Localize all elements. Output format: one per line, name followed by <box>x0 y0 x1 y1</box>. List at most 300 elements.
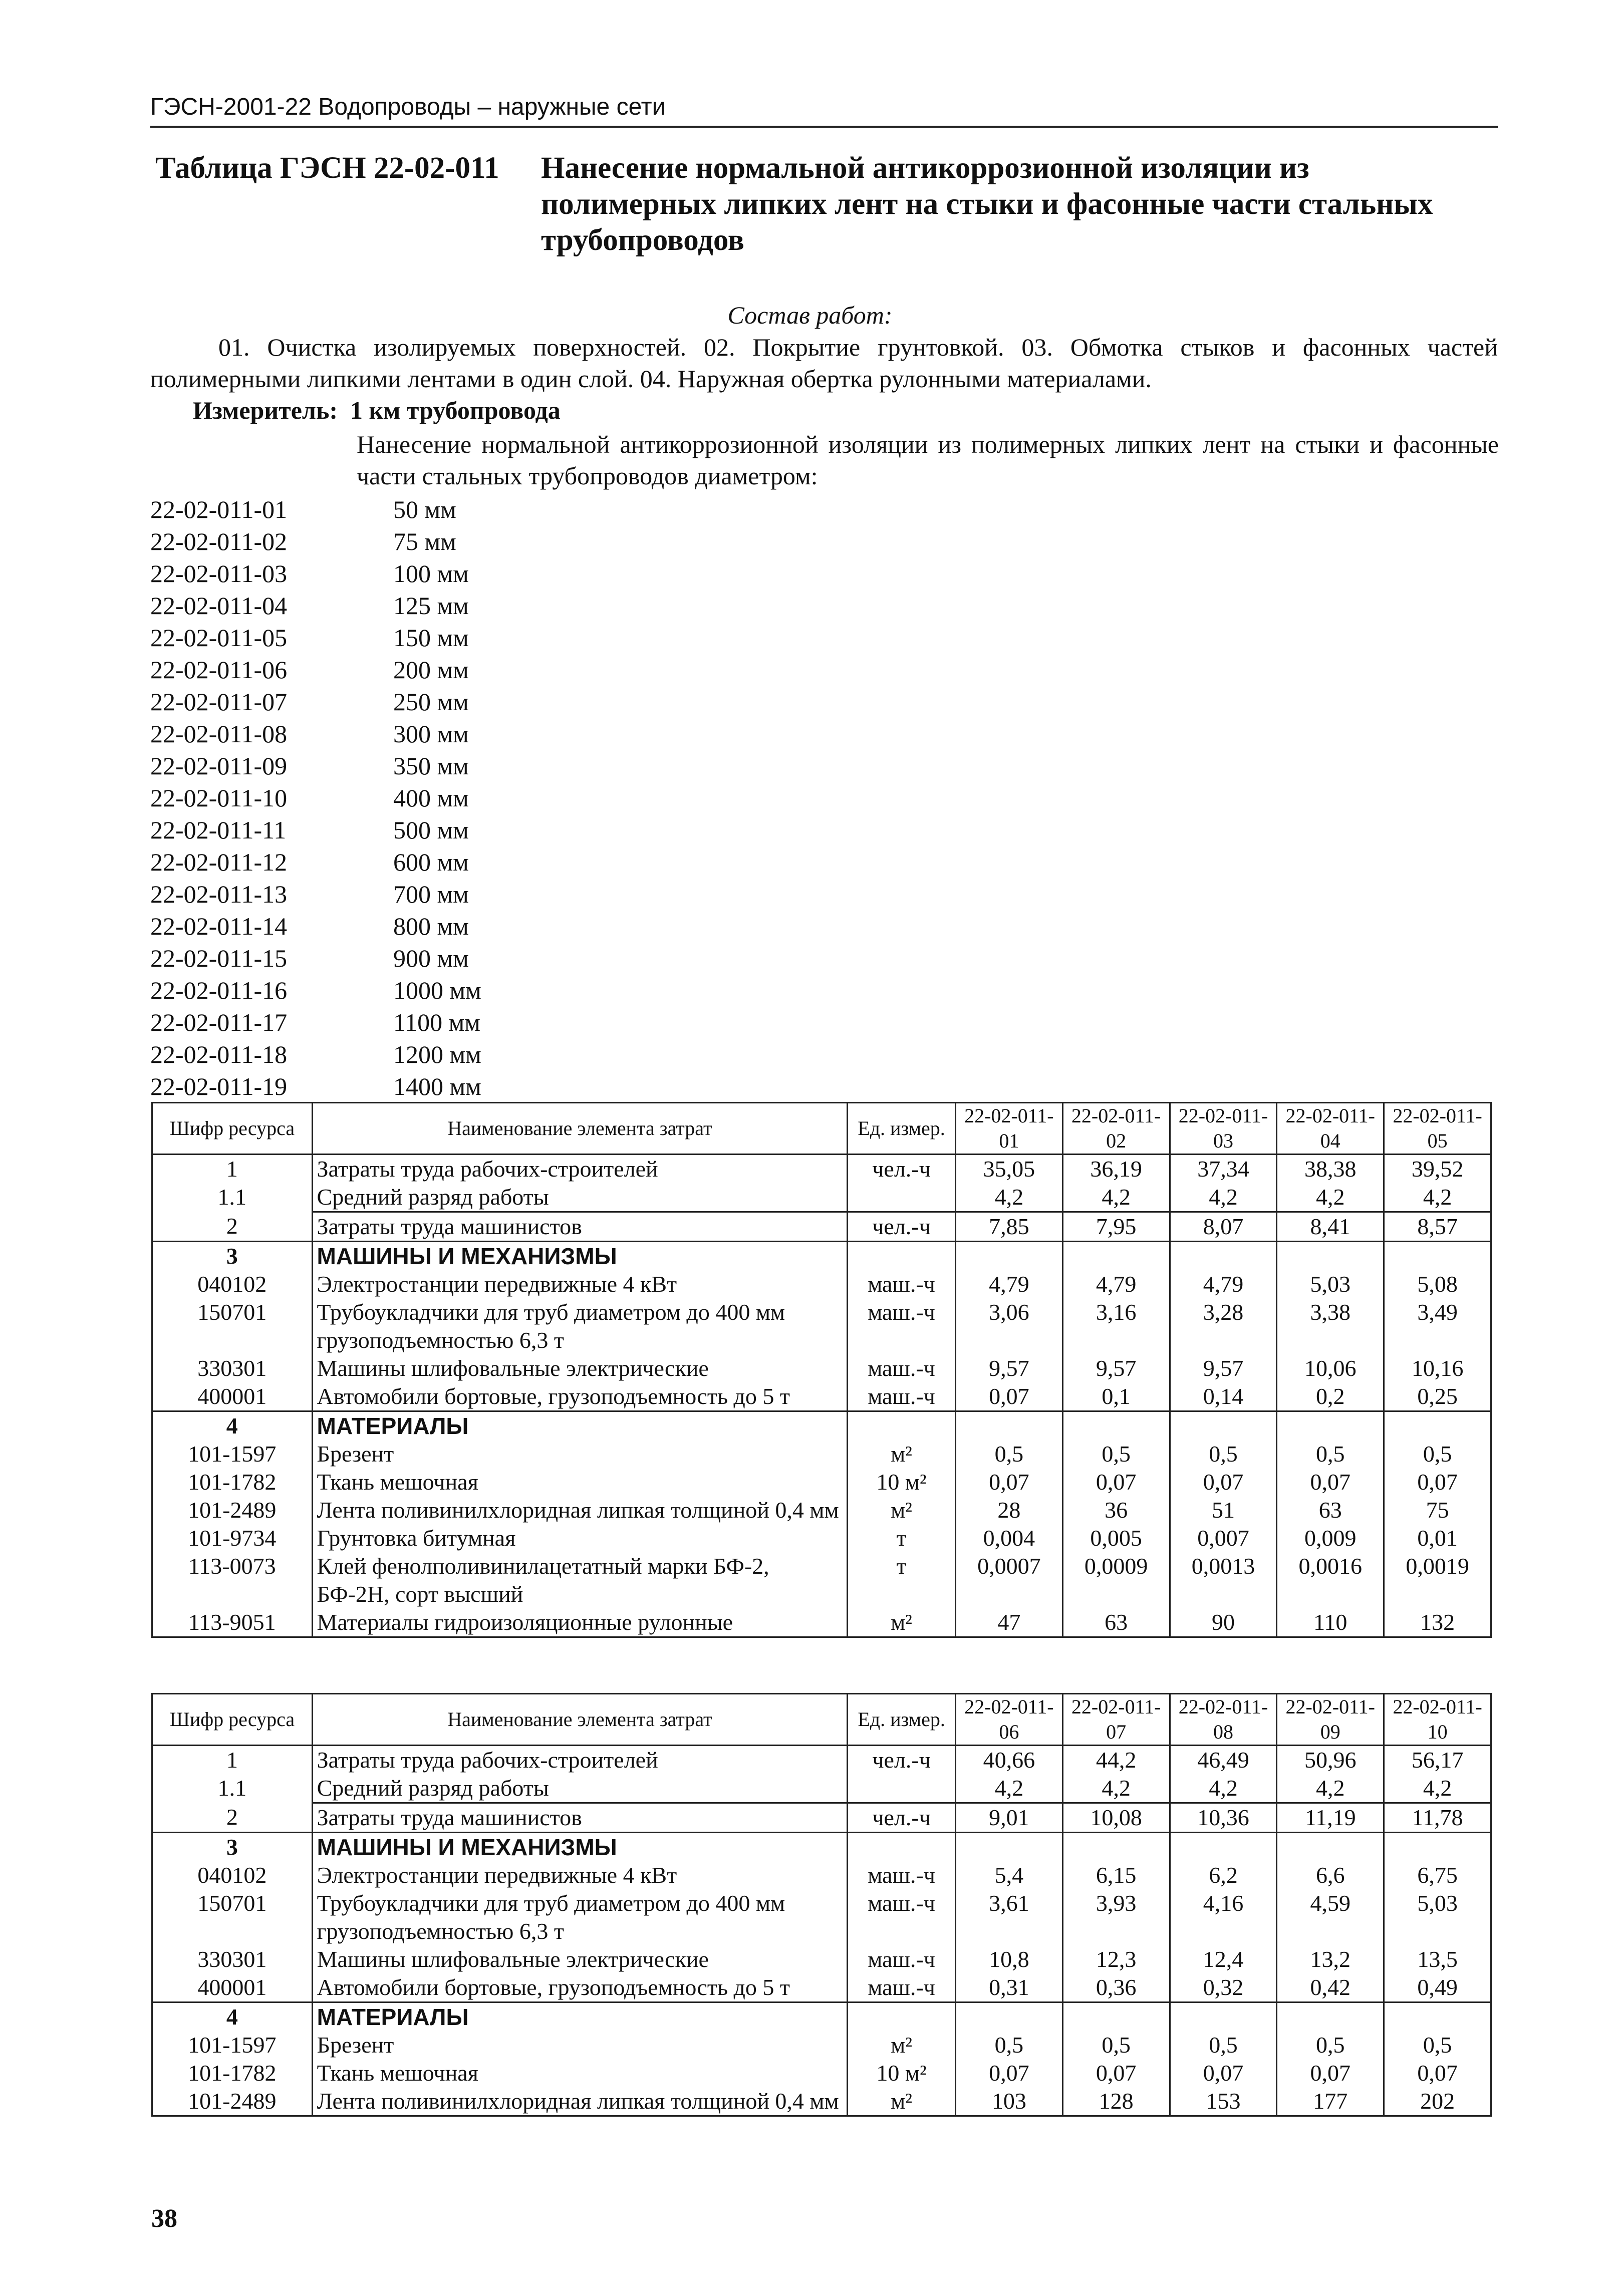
resource-unit: чел.-ч <box>848 1803 956 1833</box>
resource-unit: чел.-ч <box>848 1155 956 1184</box>
resource-value: 46,49 <box>1170 1746 1277 1775</box>
resource-value <box>1062 1411 1170 1441</box>
resource-name: Электростанции передвижные 4 кВт <box>312 1270 848 1298</box>
resource-value: 0,5 <box>1170 2031 1277 2059</box>
resource-value: 63 <box>1062 1608 1170 1637</box>
resource-value: 0,5 <box>1384 2031 1491 2059</box>
resource-value: 36 <box>1062 1496 1170 1524</box>
resource-value: 3,38 <box>1277 1298 1384 1354</box>
table-title <box>155 150 1498 258</box>
header-norm-code: 22-02-011-10 <box>1384 1694 1491 1746</box>
resource-value: 4,2 <box>1170 1183 1277 1212</box>
resource-code: 040102 <box>152 1861 313 1889</box>
code-diameter: 300 мм <box>393 720 469 748</box>
table-row <box>152 1608 1491 1637</box>
table-row <box>152 1468 1491 1496</box>
table-row <box>152 2059 1491 2087</box>
title-label: Таблица ГЭСН 22-02-011 <box>155 151 499 185</box>
resource-value: 0,5 <box>1062 2031 1170 2059</box>
code-number: 22-02-011-05 <box>150 624 288 652</box>
resource-value: 40,66 <box>956 1746 1063 1775</box>
resource-value: 47 <box>955 1608 1062 1637</box>
code-diameter: 350 мм <box>393 752 469 780</box>
resource-unit: маш.-ч <box>848 1889 956 1945</box>
resource-name: Материалы гидроизоляционные рулонные <box>312 1608 848 1637</box>
code-number: 22-02-011-12 <box>150 848 288 876</box>
code-number: 22-02-011-11 <box>150 816 287 844</box>
table-row <box>152 1411 1491 1441</box>
header-norm-code: 22-02-011-07 <box>1062 1694 1170 1746</box>
resource-code: 4 <box>152 1411 313 1441</box>
code-diameter: 75 мм <box>393 527 456 555</box>
resource-value: 36,19 <box>1062 1155 1170 1184</box>
header-name: Наименование элемента затрат <box>312 1103 848 1155</box>
page-number: 38 <box>151 2204 177 2233</box>
resource-value <box>1277 1411 1384 1441</box>
resource-value: 0,007 <box>1170 1524 1277 1552</box>
code-number: 22-02-011-18 <box>150 1040 288 1068</box>
running-header: ГЭСН-2001-22 Водопроводы – наружные сети <box>150 93 1498 128</box>
table-row <box>152 1524 1491 1552</box>
resource-value: 4,2 <box>1277 1774 1384 1803</box>
resource-value: 28 <box>955 1496 1062 1524</box>
code-number: 22-02-011-07 <box>150 688 288 716</box>
resource-code: 4 <box>152 2002 313 2032</box>
code-diameter: 1100 мм <box>393 1008 480 1036</box>
resource-value: 132 <box>1384 1608 1491 1637</box>
resource-value: 9,57 <box>955 1354 1062 1382</box>
resource-value: 5,08 <box>1384 1270 1491 1298</box>
table-row <box>152 1183 1491 1212</box>
resource-value: 75 <box>1384 1496 1491 1524</box>
measure-value: 1 км трубопровода <box>350 396 561 424</box>
resource-value: 5,4 <box>956 1861 1063 1889</box>
resource-value: 0,01 <box>1384 1524 1491 1552</box>
resource-value: 8,07 <box>1170 1212 1277 1242</box>
resource-value: 0,36 <box>1062 1973 1170 2002</box>
resource-value: 10,16 <box>1384 1354 1491 1382</box>
resource-value: 4,2 <box>1384 1774 1491 1803</box>
resource-code: 101-1597 <box>152 1440 313 1468</box>
resource-unit: м² <box>848 1496 956 1524</box>
resource-value: 13,2 <box>1277 1945 1384 1973</box>
resource-value: 0,1 <box>1062 1382 1170 1411</box>
resource-value: 0,07 <box>1062 1468 1170 1496</box>
table-row <box>152 1440 1491 1468</box>
table-row <box>152 2031 1491 2059</box>
code-diameter: 1400 мм <box>393 1072 481 1100</box>
resource-value: 0,07 <box>1062 2059 1170 2087</box>
resource-name: Трубоукладчики для труб диаметром до 400 мм грузоподъемностью 6,3 т <box>312 1298 848 1354</box>
table-row <box>152 1803 1491 1833</box>
resource-value: 44,2 <box>1062 1746 1170 1775</box>
resource-value: 202 <box>1384 2087 1491 2116</box>
resource-value: 11,19 <box>1277 1803 1384 1833</box>
code-diameter: 200 мм <box>393 656 469 684</box>
code-list-item <box>150 718 481 750</box>
resource-value: 10,8 <box>956 1945 1063 1973</box>
resource-code: 101-1597 <box>152 2031 313 2059</box>
resource-name: МАТЕРИАЛЫ <box>312 2002 848 2032</box>
resource-value <box>955 1242 1062 1271</box>
code-number: 22-02-011-15 <box>150 944 288 972</box>
code-diameter: 250 мм <box>393 688 469 716</box>
code-list-item <box>150 1006 481 1038</box>
resource-code: 101-2489 <box>152 1496 313 1524</box>
table-row <box>152 1496 1491 1524</box>
resource-value: 0,07 <box>955 1382 1062 1411</box>
table-row <box>152 1382 1491 1411</box>
resource-name: Автомобили бортовые, грузоподъемность до 5 т <box>312 1973 848 2002</box>
code-diameter: 1000 мм <box>393 976 481 1004</box>
resource-value: 6,6 <box>1277 1861 1384 1889</box>
resource-value: 0,5 <box>1277 2031 1384 2059</box>
resource-value <box>1170 1411 1277 1441</box>
resource-value: 6,75 <box>1384 1861 1491 1889</box>
table-row <box>152 1552 1491 1608</box>
resource-value: 4,2 <box>1062 1774 1170 1803</box>
resource-value: 3,61 <box>956 1889 1063 1945</box>
table-row <box>152 1242 1491 1271</box>
table-row <box>152 2002 1491 2032</box>
resource-code: 040102 <box>152 1270 313 1298</box>
resource-value: 4,2 <box>956 1774 1063 1803</box>
resource-table-2 <box>151 1693 1492 2117</box>
code-diameter: 50 мм <box>393 495 456 523</box>
resource-name: МАШИНЫ И МЕХАНИЗМЫ <box>312 1833 848 1862</box>
header-norm-code: 22-02-011-01 <box>955 1103 1062 1155</box>
resource-value <box>1170 1242 1277 1271</box>
code-diameter: 400 мм <box>393 784 469 812</box>
resource-value: 4,2 <box>955 1183 1062 1212</box>
resource-value: 0,07 <box>956 2059 1063 2087</box>
resource-code: 1.1 <box>152 1774 313 1803</box>
resource-unit: маш.-ч <box>848 1973 956 2002</box>
measure-label: Измеритель: <box>193 396 338 424</box>
table-header-row <box>152 1103 1491 1155</box>
resource-value: 51 <box>1170 1496 1277 1524</box>
code-number: 22-02-011-10 <box>150 784 288 812</box>
resource-value: 3,06 <box>955 1298 1062 1354</box>
code-diameter: 150 мм <box>393 624 469 652</box>
resource-value: 0,5 <box>1277 1440 1384 1468</box>
resource-unit: 10 м² <box>848 1468 956 1496</box>
table-row <box>152 1155 1491 1184</box>
table-row <box>152 1833 1491 1862</box>
resource-unit: м² <box>848 1608 956 1637</box>
code-diameter: 800 мм <box>393 912 469 940</box>
resource-name: Затраты труда рабочих-строителей <box>312 1746 848 1775</box>
resource-name: Ткань мешочная <box>312 2059 848 2087</box>
resource-value: 4,79 <box>1062 1270 1170 1298</box>
resource-value: 10,06 <box>1277 1354 1384 1382</box>
resource-unit: чел.-ч <box>848 1746 956 1775</box>
resource-value <box>1384 1242 1491 1271</box>
header-norm-code: 22-02-011-09 <box>1277 1694 1384 1746</box>
resource-value <box>1062 2002 1170 2032</box>
resource-code: 330301 <box>152 1945 313 1973</box>
header-name: Наименование элемента затрат <box>312 1694 848 1746</box>
code-number: 22-02-011-04 <box>150 592 288 620</box>
code-list-item <box>150 654 481 686</box>
resource-code: 101-1782 <box>152 2059 313 2087</box>
table-row <box>152 1354 1491 1382</box>
resource-value: 9,57 <box>1170 1354 1277 1382</box>
code-list-item <box>150 525 481 557</box>
resource-name: Брезент <box>312 1440 848 1468</box>
header-code: Шифр ресурса <box>152 1694 313 1746</box>
resource-unit: маш.-ч <box>848 1270 956 1298</box>
resource-name: Электростанции передвижные 4 кВт <box>312 1861 848 1889</box>
resource-value: 0,07 <box>1277 2059 1384 2087</box>
header-unit: Ед. измер. <box>848 1694 956 1746</box>
resource-value: 0,5 <box>955 1440 1062 1468</box>
resource-unit: т <box>848 1524 956 1552</box>
resource-code: 101-9734 <box>152 1524 313 1552</box>
resource-name: Лента поливинилхлоридная липкая толщиной 0,4 мм <box>312 1496 848 1524</box>
code-diameter: 500 мм <box>393 816 469 844</box>
resource-value: 0,0007 <box>955 1552 1062 1608</box>
resource-table-1 <box>151 1102 1492 1638</box>
resource-unit <box>848 1183 956 1212</box>
resource-name: МАТЕРИАЛЫ <box>312 1411 848 1441</box>
header-norm-code: 22-02-011-08 <box>1170 1694 1277 1746</box>
table-row <box>152 1746 1491 1775</box>
code-list-item <box>150 846 481 878</box>
resource-value: 0,07 <box>1170 1468 1277 1496</box>
code-list-item <box>150 1038 481 1070</box>
resource-name: МАШИНЫ И МЕХАНИЗМЫ <box>312 1242 848 1271</box>
resource-value: 39,52 <box>1384 1155 1491 1184</box>
code-diameter: 125 мм <box>393 592 469 620</box>
resource-unit: м² <box>848 2087 956 2116</box>
code-list-item <box>150 622 481 654</box>
resource-value: 63 <box>1277 1496 1384 1524</box>
resource-value: 0,32 <box>1170 1973 1277 2002</box>
table-row <box>152 1861 1491 1889</box>
resource-value: 35,05 <box>955 1155 1062 1184</box>
resource-code: 101-2489 <box>152 2087 313 2116</box>
resource-code: 101-1782 <box>152 1468 313 1496</box>
resource-unit: маш.-ч <box>848 1945 956 1973</box>
resource-value: 10,36 <box>1170 1803 1277 1833</box>
work-composition-text: 01. Очистка изолируемых поверхностей. 02. Покрытие грунтовкой. 03. Обмотка стыков и фасонных частей полимерными липкими лентами в один слой. 04. Наружная обертка рулонными материалами. <box>150 333 1498 393</box>
resource-value: 0,0019 <box>1384 1552 1491 1608</box>
code-number: 22-02-011-06 <box>150 656 288 684</box>
table-row <box>152 1298 1491 1354</box>
resource-name: Ткань мешочная <box>312 1468 848 1496</box>
resource-code: 400001 <box>152 1382 313 1411</box>
resource-value: 7,85 <box>955 1212 1062 1242</box>
resource-name: Средний разряд работы <box>312 1774 848 1803</box>
resource-value: 0,49 <box>1384 1973 1491 2002</box>
code-list-item <box>150 493 481 525</box>
resource-value: 5,03 <box>1277 1270 1384 1298</box>
resource-code: 150701 <box>152 1889 313 1945</box>
resource-code: 2 <box>152 1803 313 1833</box>
resource-unit: м² <box>848 2031 956 2059</box>
resource-name: Грунтовка битумная <box>312 1524 848 1552</box>
resource-value: 4,2 <box>1277 1183 1384 1212</box>
resource-code: 113-9051 <box>152 1608 313 1637</box>
table-row <box>152 1973 1491 2002</box>
resource-value: 0,14 <box>1170 1382 1277 1411</box>
code-number: 22-02-011-19 <box>150 1072 288 1100</box>
resource-value: 0,5 <box>956 2031 1063 2059</box>
resource-value: 3,93 <box>1062 1889 1170 1945</box>
resource-unit <box>848 1411 956 1441</box>
resource-value: 12,4 <box>1170 1945 1277 1973</box>
resource-value: 3,16 <box>1062 1298 1170 1354</box>
resource-value: 0,07 <box>1277 1468 1384 1496</box>
resource-value: 50,96 <box>1277 1746 1384 1775</box>
code-list-item <box>150 910 481 942</box>
resource-value: 12,3 <box>1062 1945 1170 1973</box>
resource-value <box>1384 1833 1491 1862</box>
resource-unit <box>848 1242 956 1271</box>
resource-value: 0,07 <box>1170 2059 1277 2087</box>
resource-value: 0,5 <box>1062 1440 1170 1468</box>
header-norm-code: 22-02-011-03 <box>1170 1103 1277 1155</box>
resource-value: 5,03 <box>1384 1889 1491 1945</box>
resource-value: 9,57 <box>1062 1354 1170 1382</box>
title-text: Нанесение нормальной антикоррозионной изоляции из полимерных липких лент на стыки и фасонные части стальных трубопроводов <box>541 151 1433 257</box>
resource-value: 110 <box>1277 1608 1384 1637</box>
resource-value: 13,5 <box>1384 1945 1491 1973</box>
resource-value: 37,34 <box>1170 1155 1277 1184</box>
resource-name: Затраты труда машинистов <box>312 1803 848 1833</box>
resource-value: 4,2 <box>1384 1183 1491 1212</box>
code-number: 22-02-011-02 <box>150 527 288 555</box>
code-list-item <box>150 750 481 782</box>
code-list-item <box>150 590 481 622</box>
resource-value: 6,2 <box>1170 1861 1277 1889</box>
resource-value <box>1384 1411 1491 1441</box>
resource-value: 0,31 <box>956 1973 1063 2002</box>
resource-code: 3 <box>152 1242 313 1271</box>
resource-unit <box>848 1774 956 1803</box>
resource-unit: маш.-ч <box>848 1382 956 1411</box>
code-list-item <box>150 878 481 910</box>
code-list-item <box>150 686 481 718</box>
resource-value: 0,009 <box>1277 1524 1384 1552</box>
code-number: 22-02-011-03 <box>150 559 288 588</box>
resource-code: 400001 <box>152 1973 313 2002</box>
resource-value: 4,79 <box>1170 1270 1277 1298</box>
resource-code: 150701 <box>152 1298 313 1354</box>
resource-value: 0,5 <box>1170 1440 1277 1468</box>
resource-value <box>1062 1833 1170 1862</box>
resource-value: 4,2 <box>1170 1774 1277 1803</box>
resource-value: 3,49 <box>1384 1298 1491 1354</box>
code-list-item <box>150 557 481 590</box>
code-number: 22-02-011-09 <box>150 752 288 780</box>
code-number: 22-02-011-08 <box>150 720 288 748</box>
code-number: 22-02-011-14 <box>150 912 288 940</box>
code-diameter: 700 мм <box>393 880 469 908</box>
code-number: 22-02-011-17 <box>150 1008 288 1036</box>
resource-value: 38,38 <box>1277 1155 1384 1184</box>
resource-unit: маш.-ч <box>848 1861 956 1889</box>
table-row <box>152 1212 1491 1242</box>
table-row <box>152 2087 1491 2116</box>
code-diameter: 100 мм <box>393 559 469 588</box>
resource-name: Лента поливинилхлоридная липкая толщиной 0,4 мм <box>312 2087 848 2116</box>
header-norm-code: 22-02-011-05 <box>1384 1103 1491 1155</box>
resource-code: 1.1 <box>152 1183 313 1212</box>
resource-value: 6,15 <box>1062 1861 1170 1889</box>
resource-value: 0,0016 <box>1277 1552 1384 1608</box>
code-list-item <box>150 942 481 974</box>
resource-name: Машины шлифовальные электрические <box>312 1354 848 1382</box>
resource-code: 3 <box>152 1833 313 1862</box>
code-list-item <box>150 782 481 814</box>
resource-value <box>1062 1242 1170 1271</box>
resource-value: 8,57 <box>1384 1212 1491 1242</box>
resource-unit: м² <box>848 1440 956 1468</box>
resource-unit: маш.-ч <box>848 1298 956 1354</box>
resource-value <box>956 2002 1063 2032</box>
header-code: Шифр ресурса <box>152 1103 313 1155</box>
resource-value: 0,005 <box>1062 1524 1170 1552</box>
resource-unit <box>848 1833 956 1862</box>
resource-value: 177 <box>1277 2087 1384 2116</box>
resource-value: 4,2 <box>1062 1183 1170 1212</box>
resource-value: 128 <box>1062 2087 1170 2116</box>
table-row <box>152 1945 1491 1973</box>
resource-value: 0,42 <box>1277 1973 1384 2002</box>
table-row <box>152 1774 1491 1803</box>
resource-value: 0,2 <box>1277 1382 1384 1411</box>
resource-value <box>955 1411 1062 1441</box>
resource-name: Средний разряд работы <box>312 1183 848 1212</box>
resource-value <box>1277 1833 1384 1862</box>
resource-name: Затраты труда рабочих-строителей <box>312 1155 848 1184</box>
resource-name: Трубоукладчики для труб диаметром до 400 мм грузоподъемностью 6,3 т <box>312 1889 848 1945</box>
resource-value: 10,08 <box>1062 1803 1170 1833</box>
resource-value: 0,07 <box>1384 2059 1491 2087</box>
resource-name: Клей фенолполивинилацетатный марки БФ-2, БФ-2Н, сорт высший <box>312 1552 848 1608</box>
resource-value: 56,17 <box>1384 1746 1491 1775</box>
resource-value: 4,79 <box>955 1270 1062 1298</box>
work-composition-heading: Состав работ: <box>727 301 893 329</box>
resource-value: 11,78 <box>1384 1803 1491 1833</box>
resource-value <box>1170 2002 1277 2032</box>
resource-name: Брезент <box>312 2031 848 2059</box>
code-diameter: 900 мм <box>393 944 469 972</box>
resource-unit: чел.-ч <box>848 1212 956 1242</box>
code-list-item <box>150 974 481 1006</box>
resource-value: 90 <box>1170 1608 1277 1637</box>
resource-value: 0,0013 <box>1170 1552 1277 1608</box>
resource-value: 0,004 <box>955 1524 1062 1552</box>
resource-name: Машины шлифовальные электрические <box>312 1945 848 1973</box>
resource-name: Затраты труда машинистов <box>312 1212 848 1242</box>
resource-unit <box>848 2002 956 2032</box>
resource-value <box>1170 1833 1277 1862</box>
resource-code: 330301 <box>152 1354 313 1382</box>
resource-value: 3,28 <box>1170 1298 1277 1354</box>
table-row <box>152 1270 1491 1298</box>
code-number: 22-02-011-01 <box>150 495 288 523</box>
resource-value: 0,25 <box>1384 1382 1491 1411</box>
header-norm-code: 22-02-011-02 <box>1062 1103 1170 1155</box>
header-norm-code: 22-02-011-04 <box>1277 1103 1384 1155</box>
table-header-row <box>152 1694 1491 1746</box>
resource-value: 0,07 <box>955 1468 1062 1496</box>
code-list-item <box>150 814 481 846</box>
code-diameter: 600 мм <box>393 848 469 876</box>
